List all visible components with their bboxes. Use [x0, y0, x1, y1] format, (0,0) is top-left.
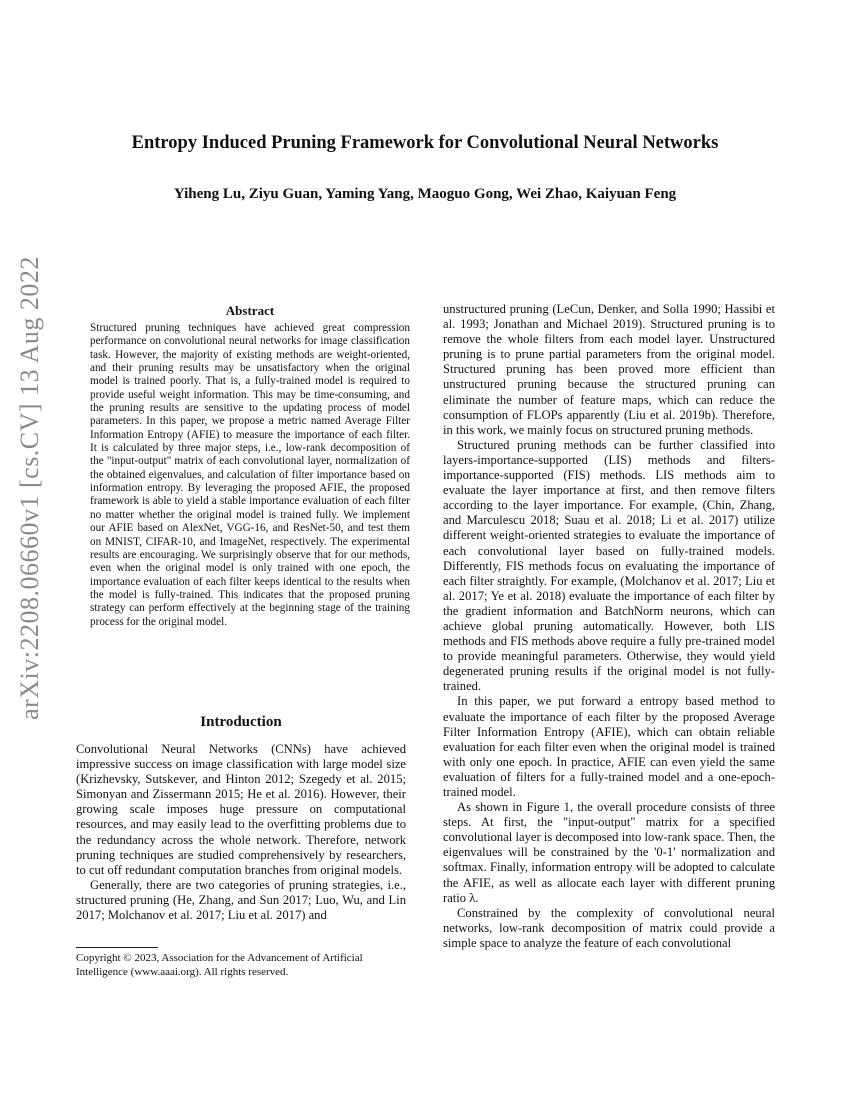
- body-paragraph: As shown in Figure 1, the overall procedure consists of three steps. At first, the "input-output" matrix for a specified convolutional layer is decomposed into low-rank space. Then, the eigenvalues will be constrained by the '0-1' normalization and softmax. Finally, information entropy will be adopted to calculate the AFIE, as well as allocate each layer with different pruning ratio λ.: [443, 800, 775, 905]
- introduction-heading: Introduction: [200, 714, 282, 730]
- paper-authors: Yiheng Lu, Ziyu Guan, Yaming Yang, Maoguo Gong, Wei Zhao, Kaiyuan Feng: [173, 186, 677, 202]
- right-column: [443, 302, 775, 951]
- introduction-body: [76, 742, 406, 923]
- body-paragraph: unstructured pruning (LeCun, Denker, and Solla 1990; Hassibi et al. 1993; Jonathan and Michael 2019). Structured pruning is to remove the whole filters from each model layer. Unstructured pruning is to prune partial parameters from the original model. Structured pruning has been proved more efficient than unstructured pruning because the structured pruning can eliminate the number of feature maps, which can reduce the consumption of FLOPs apparently (Liu et al. 2019b). Therefore, in this work, we mainly focus on structured pruning methods.: [443, 302, 775, 437]
- body-paragraph: Structured pruning methods can be further classified into layers-importance-supported (LIS) methods and filters-importance-supported (FIS) methods. LIS methods aim to evaluate the layer importance at first, and then remove filters according to the layer importance. For example, (Chin, Zhang, and Marculescu 2018; Suau et al. 2018; Li et al. 2017) utilize different weight-oriented strategies to evaluate the importance of each convolutional layer based on fully-trained models. Differently, FIS methods focus on evaluating the importance of each filter straightly. For example, (Molchanov et al. 2017; Liu et al. 2017; Ye et al. 2018) evaluate the importance of each filter by the gradient information and BatchNorm neurons, which can achieve global pruning automatically. However, both LIS methods and FIS methods above require a fully pre-trained model to provide meaningful parameters. Otherwise, they would yield degenerated pruning results if the original model is not fully-trained.: [443, 437, 775, 694]
- body-paragraph: In this paper, we put forward a entropy based method to evaluate the importance of each filter by the proposed Average Filter Information Entropy (AFIE), which can obtain reliable evaluation for each filter even when the original model is trained with only one epoch. In practice, AFIE can even yield the same evaluation of filters for a fully-trained model and a one-epoch-trained model.: [443, 694, 775, 799]
- arxiv-id: arXiv:2208.06660v1 [cs.CV] 13 Aug 2022: [15, 256, 45, 720]
- body-paragraph: Constrained by the complexity of convolutional neural networks, low-rank decomposition of matrix could provide a simple space to analyze the feature of each convolutional: [443, 905, 775, 950]
- copyright-footnote: Copyright © 2023, Association for the Advancement of Artificial Intelligence (www.aaai.org). All rights reserved.: [76, 952, 363, 978]
- abstract-text: Structured pruning techniques have achieved great compression performance on convolutional neural networks for image classification task. However, the majority of existing methods are weight-oriented, and their pruning results may be unsatisfactory when the original model is trained poorly. That is, a fully-trained model is required to provide useful weight information. This may be time-consuming, and the pruning results are sensitive to the updating process of model parameters. In this paper, we propose a metric named Average Filter Information Entropy (AFIE) to measure the importance of each filter. It is calculated by three major steps, i.e., low-rank decomposition of the "input-output" matrix of each convolutional layer, normalization of the obtained eigenvalues, and calculation of filter importance based on information entropy. By leveraging the proposed AFIE, the proposed framework is able to yield a stable importance evaluation of each filter no matter whether the original model is trained fully. We implement our AFIE based on AlexNet, VGG-16, and ResNet-50, and test them on MNIST, CIFAR-10, and ImageNet, respectively. The experimental results are encouraging. We surprisingly observe that for our methods, even when the original model is only trained with one epoch, the importance evaluation of each filter keeps identical to the results when the model is fully-trained. This indicates that the proposed pruning strategy can perform effectively at the beginning stage of the training process for the original model.: [90, 322, 410, 628]
- arxiv-watermark: [8, 256, 52, 720]
- intro-paragraph: Convolutional Neural Networks (CNNs) have achieved impressive success on image classification with large model size (Krizhevsky, Sutskever, and Hinton 2012; Szegedy et al. 2015; Simonyan and Zissermann 2015; He et al. 2016). However, their growing scale imposes huge pressure on computational resources, and may easily lead to the overfitting problems due to the redundancy across the whole network. Therefore, network pruning techniques are studied comprehensively by researchers, to cut off redundant computation branches from original models.: [76, 742, 406, 877]
- footnote-rule: [76, 947, 158, 948]
- intro-paragraph: Generally, there are two categories of pruning strategies, i.e., structured pruning (He, Zhang, and Sun 2017; Luo, Wu, and Lin 2017; Molchanov et al. 2017; Liu et al. 2017) and: [76, 877, 406, 923]
- abstract-heading: Abstract: [225, 303, 275, 318]
- abstract-body: [90, 322, 410, 629]
- paper-title: Entropy Induced Pruning Framework for Convolutional Neural Networks: [131, 133, 719, 153]
